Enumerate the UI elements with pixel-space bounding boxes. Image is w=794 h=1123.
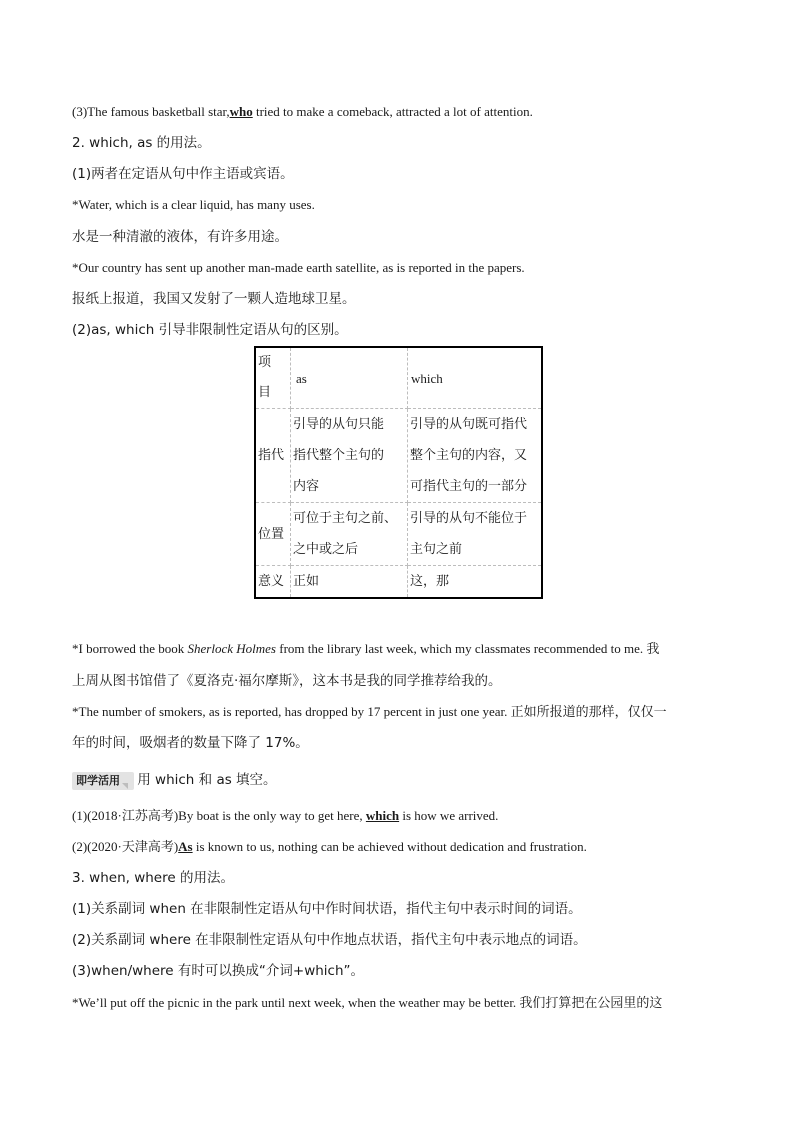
row-label: 意义 [255,566,291,599]
rule-replace: (3)when/where 有时可以换成“介词+which”。 [72,963,365,979]
rule-1: (1)两者在定语从句中作主语或宾语。 [72,166,294,182]
item-end: is known to us, nothing can be achieved without dedication and frustration. [192,839,587,854]
sentence-end: tried to make a comeback, attracted a lot of attention. [252,104,533,119]
table-header-row [255,347,542,409]
sentence-start: *I borrowed the book [72,641,188,656]
practice-heading [72,772,277,790]
table-cell: 引导的从句既可指代 整个主句的内容，又 可指代主句的一部分 [408,409,543,503]
row-label: 位置 [255,503,291,566]
header-cell-which: which [408,347,543,409]
sentence-start: (3)The famous basketball star, [72,104,230,119]
translation-borrowed: 上周从图书馆借了《夏洛克·福尔摩斯》，这本书是我的同学推荐给我的。 [72,673,502,689]
example-borrowed [72,641,659,657]
practice-item-1 [72,808,498,824]
line-example-3 [72,104,533,120]
rule-2: (2)as, which 引导非限制性定语从句的区别。 [72,322,348,338]
table-cell: 引导的从句不能位于 主句之前 [408,503,543,566]
translation-satellite: 报纸上报道，我国又发射了一颗人造地球卫星。 [72,291,356,307]
answer-which: which [365,808,400,823]
comparison-table [254,346,543,599]
book-title: Sherlock Holmes [187,641,276,656]
rule-when: (1)关系副词 when 在非限制性定语从句中作时间状语，指代主句中表示时间的词语。 [72,901,582,917]
badge-corner-icon [122,783,128,789]
table-row [255,566,542,599]
example-picnic: *We’ll put off the picnic in the park until next week, when the weather may be better. 我们打算把在公园里的这 [72,995,663,1010]
item-end: is how we arrived. [399,808,499,823]
row-label: 指代 [255,409,291,503]
answer-as: As [178,839,193,854]
answer-who: who [229,104,253,119]
practice-instruction: 用 which 和 as 填空。 [137,772,277,788]
table-cell: 可位于主句之前、 之中或之后 [291,503,408,566]
table-cell: 这，那 [408,566,543,599]
translation-water: 水是一种清澈的液体，有许多用途。 [72,229,288,245]
table-cell: 正如 [291,566,408,599]
table-row [255,503,542,566]
heading-which-as: 2. which, as 的用法。 [72,135,211,151]
item-start: (2)(2020·天津高考) [72,839,179,854]
practice-badge: 即学活用 [72,772,134,790]
header-cell-item: 项 目 [255,347,291,409]
table-row [255,409,542,503]
header-cell-as: as [291,347,408,409]
item-start: (1)(2018·江苏高考)By boat is the only way to get here, [72,808,366,823]
practice-item-2 [72,839,587,855]
heading-when-where: 3. when, where 的用法。 [72,870,234,886]
rule-where: (2)关系副词 where 在非限制性定语从句中作地点状语，指代主句中表示地点的词语。 [72,932,587,948]
example-smokers: *The number of smokers, as is reported, has dropped by 17 percent in just one year. 正如所报道的那样，仅仅一 [72,704,667,719]
example-water: *Water, which is a clear liquid, has many uses. [72,197,315,212]
translation-smokers: 年的时间，吸烟者的数量下降了 17%。 [72,735,309,751]
sentence-end: from the library last week, which my classmates recommended to me. 我 [275,641,660,656]
table-cell: 引导的从句只能 指代整个主句的 内容 [291,409,408,503]
example-satellite: *Our country has sent up another man-made earth satellite, as is reported in the papers. [72,260,525,275]
